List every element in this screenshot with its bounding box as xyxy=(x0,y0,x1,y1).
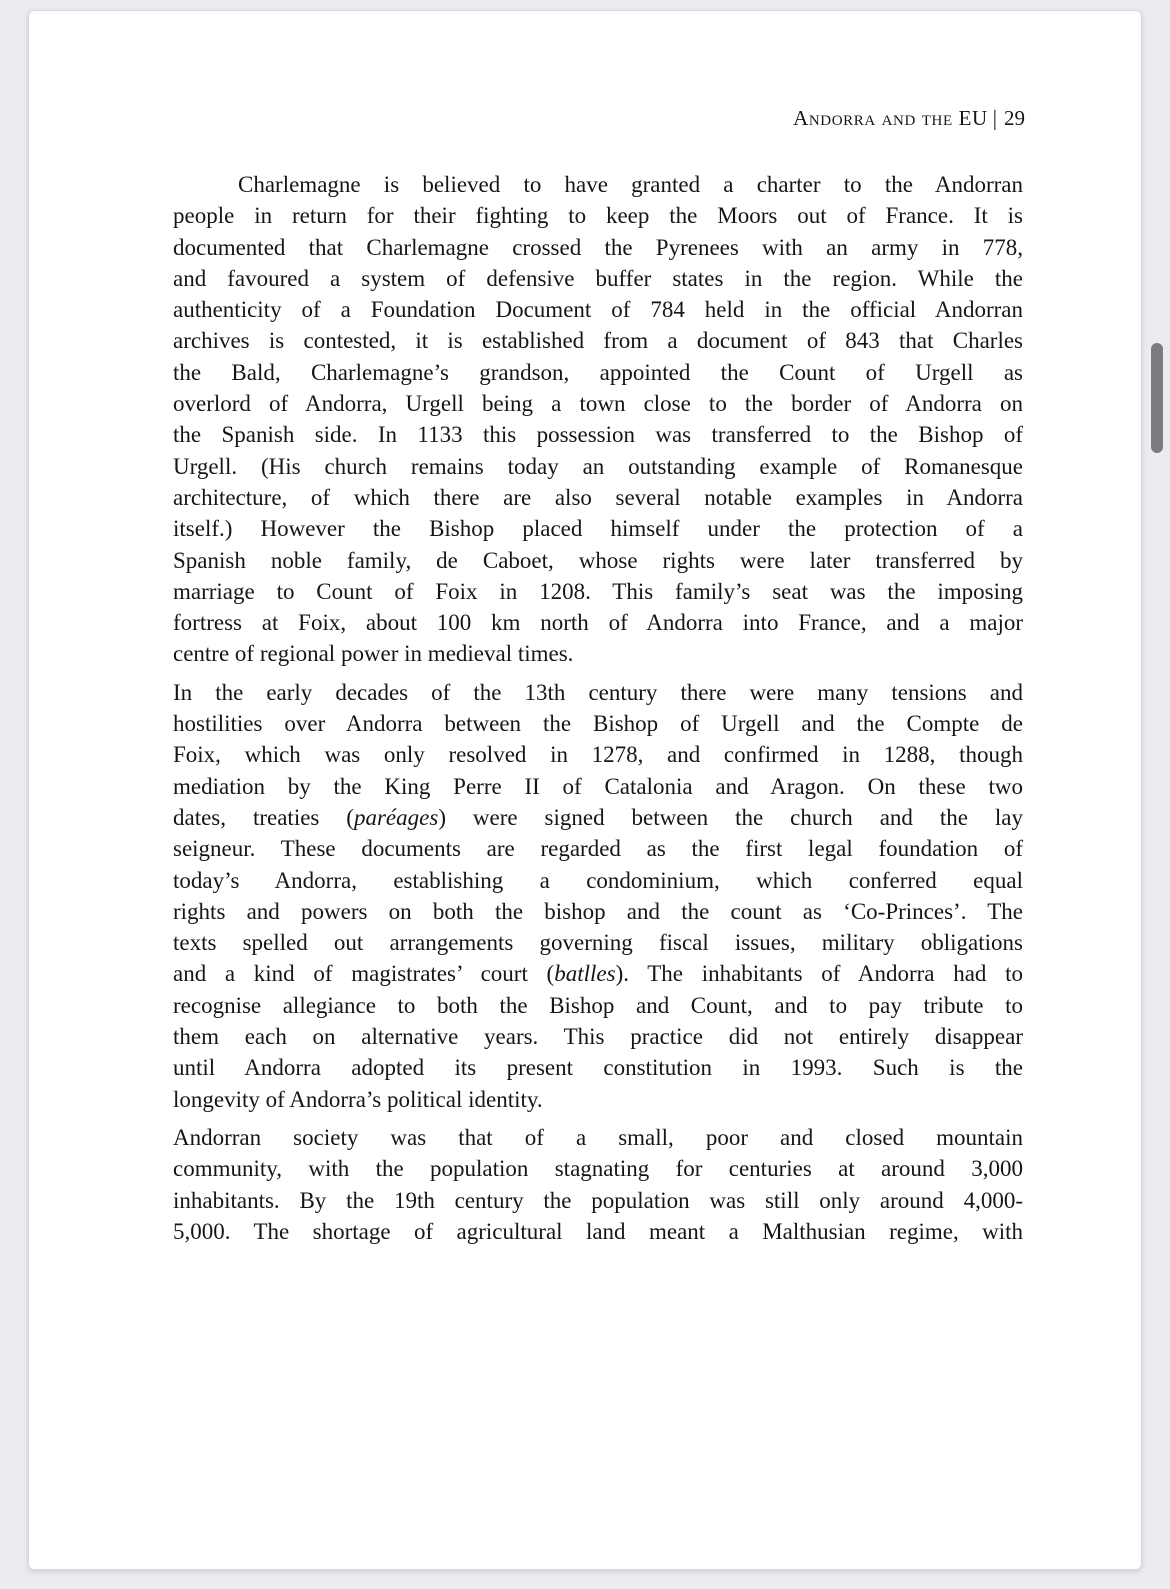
text-line: community, with the population stagnating for centuries at around 3,000 xyxy=(173,1156,1023,1182)
text-line: rights and powers on both the bishop and the count as ‘Co-Princes’. The xyxy=(173,898,1023,924)
page-header xyxy=(173,105,1025,131)
text-line: itself.) However the Bishop placed himself under the protection of a xyxy=(173,516,1023,542)
paragraph xyxy=(173,169,1023,670)
text-line: documented that Charlemagne crossed the Pyrenees with an army in 778, xyxy=(173,234,1023,260)
text-line: longevity of Andorra’s political identity. xyxy=(173,1086,543,1112)
page-number: 29 xyxy=(1004,106,1025,130)
text-line: Foix, which was only resolved in 1278, and confirmed in 1288, though xyxy=(173,742,1023,768)
scrollbar-thumb[interactable] xyxy=(1151,343,1163,453)
text-line: dates, treaties (paréages) were signed between the church and the lay xyxy=(173,804,1024,830)
text-line: texts spelled out arrangements governing fiscal issues, military obligations xyxy=(173,930,1023,956)
text-line: overlord of Andorra, Urgell being a town close to the border of Andorra on xyxy=(173,391,1023,417)
text-line: mediation by the King Perre II of Catalonia and Aragon. On these two xyxy=(173,773,1023,799)
text-line: 5,000. The shortage of agricultural land meant a Malthusian regime, with xyxy=(173,1218,1023,1244)
text-line: and a kind of magistrates’ court (batlles). The inhabitants of Andorra had to xyxy=(173,961,1023,987)
text-line: seigneur. These documents are regarded as the first legal foundation of xyxy=(173,836,1023,862)
text-line: Charlemagne is believed to have granted a charter to the Andorran xyxy=(238,172,1023,197)
text-line: archives is contested, it is established from a document of 843 that Charles xyxy=(173,328,1023,354)
paragraph xyxy=(173,1122,1023,1247)
text-line: and favoured a system of defensive buffer states in the region. While the xyxy=(173,265,1023,291)
text-line: centre of regional power in medieval times. xyxy=(173,641,574,667)
text-line: authenticity of a Foundation Document of 784 held in the official Andorran xyxy=(173,297,1023,323)
text-line: Spanish noble family, de Caboet, whose rights were later transferred by xyxy=(173,547,1023,573)
text-line: marriage to Count of Foix in 1208. This family’s seat was the imposing xyxy=(173,578,1023,604)
text-line: Urgell. (His church remains today an outstanding example of Romanesque xyxy=(173,453,1023,479)
text-line: the Spanish side. In 1133 this possession was transferred to the Bishop of xyxy=(173,422,1023,448)
running-title: Andorra and the EU xyxy=(793,106,988,130)
text-line: fortress at Foix, about 100 km north of Andorra into France, and a major xyxy=(173,610,1023,636)
text-line: In the early decades of the 13th century there were many tensions and xyxy=(173,679,1023,705)
text-line: inhabitants. By the 19th century the population was still only around 4,000- xyxy=(173,1187,1023,1213)
text-line: today’s Andorra, establishing a condominium, which conferred equal xyxy=(173,867,1023,893)
text-line: recognise allegiance to both the Bishop and Count, and to pay tribute to xyxy=(173,992,1023,1018)
text-line: Andorran society was that of a small, poor and closed mountain xyxy=(173,1124,1023,1150)
text-line: people in return for their fighting to keep the Moors out of France. It is xyxy=(173,203,1023,229)
text-line: the Bald, Charlemagne’s grandson, appointed the Count of Urgell as xyxy=(173,359,1023,385)
header-separator: | xyxy=(992,105,997,131)
book-page xyxy=(28,10,1142,1570)
page-text xyxy=(173,169,1023,1247)
text-line: architecture, of which there are also several notable examples in Andorra xyxy=(173,484,1023,510)
text-line: until Andorra adopted its present constitution in 1993. Such is the xyxy=(173,1055,1023,1081)
paragraph xyxy=(173,677,1023,1115)
text-line: hostilities over Andorra between the Bishop of Urgell and the Compte de xyxy=(173,711,1023,737)
text-line: them each on alternative years. This practice did not entirely disappear xyxy=(173,1024,1023,1050)
